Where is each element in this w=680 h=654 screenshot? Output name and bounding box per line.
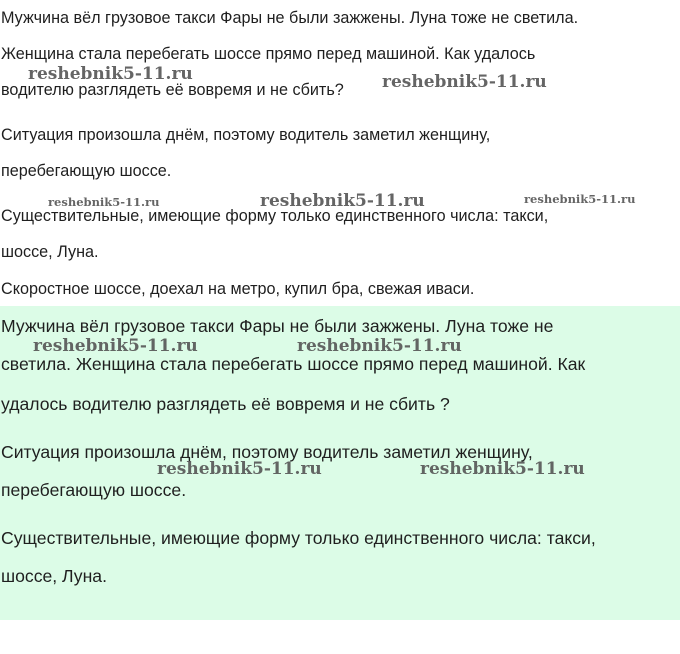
- text-line: Существительные, имеющие форму только единственного числа: такси,: [1, 528, 596, 548]
- watermark: reshebnik5-11.ru: [260, 191, 425, 211]
- text-line: водителю разглядеть её вовремя и не сбить?: [1, 81, 344, 99]
- text-line: Существительные, имеющие форму только единственного числа: такси,: [1, 207, 549, 225]
- text-line: шоссе, Луна.: [1, 566, 107, 586]
- watermark: reshebnik5-11.ru: [420, 459, 585, 479]
- answer-block-highlighted: [0, 306, 680, 620]
- text-line: Мужчина вёл грузовое такси Фары не были зажжены. Луна тоже не светила.: [1, 9, 579, 27]
- text-line: перебегающую шоссе.: [1, 480, 187, 500]
- text-line: Ситуация произошла днём, поэтому водитель заметил женщину,: [1, 126, 491, 144]
- watermark: reshebnik5-11.ru: [28, 64, 193, 84]
- text-line: Ситуация произошла днём, поэтому водитель заметил женщину,: [1, 442, 533, 462]
- watermark: reshebnik5-11.ru: [48, 195, 160, 209]
- text-line: шоссе, Луна.: [1, 243, 99, 261]
- watermark: reshebnik5-11.ru: [157, 459, 322, 479]
- watermark: reshebnik5-11.ru: [382, 72, 547, 92]
- answer-block-plain: [0, 0, 680, 306]
- text-line: Женщина стала перебегать шоссе прямо перед машиной. Как удалось: [1, 45, 536, 63]
- text-line: светила. Женщина стала перебегать шоссе прямо перед машиной. Как: [1, 354, 586, 374]
- text-line: удалось водителю разглядеть её вовремя и не сбить ?: [1, 394, 450, 414]
- watermark: reshebnik5-11.ru: [524, 192, 636, 206]
- text-line: перебегающую шоссе.: [1, 162, 172, 180]
- text-line: Скоростное шоссе, доехал на метро, купил бра, свежая иваси.: [1, 280, 475, 298]
- text-line: Мужчина вёл грузовое такси Фары не были зажжены. Луна тоже не: [1, 316, 554, 336]
- watermark: reshebnik5-11.ru: [33, 336, 198, 356]
- watermark: reshebnik5-11.ru: [297, 336, 462, 356]
